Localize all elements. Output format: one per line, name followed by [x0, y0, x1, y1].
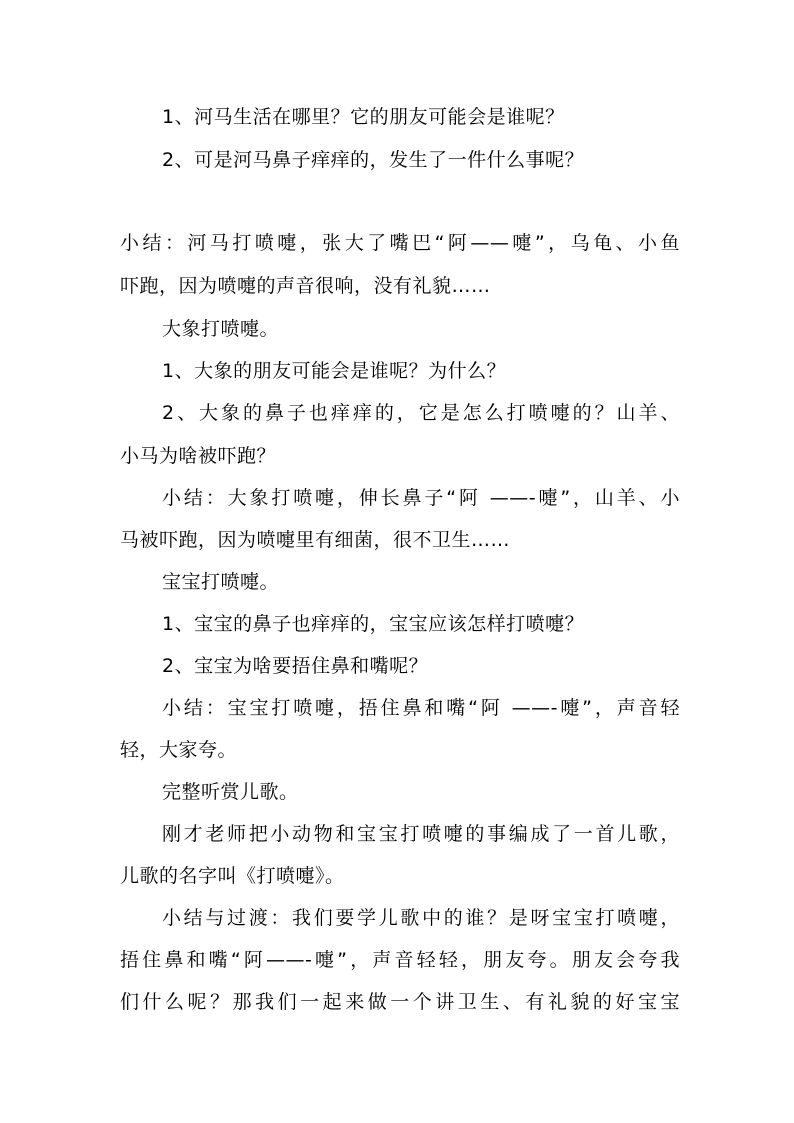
summary-line-3: 小结：大象打喷嚏，伸长鼻子“阿 ——-嚏”，山羊、小: [162, 487, 680, 509]
section-heading-elephant: 大象打喷嚏。: [162, 318, 280, 340]
summary-line-1: 小结：河马打喷嚏，张大了嘴巴“阿——嚏”，乌龟、小鱼: [120, 232, 680, 254]
question-line-4: 2、大象的鼻子也痒痒的，它是怎么打喷嚏的？山羊、: [162, 402, 680, 424]
section-heading-baby: 宝宝打喷嚏。: [162, 571, 280, 593]
summary-line-5: 小结：宝宝打喷嚏，捂住鼻和嘴“阿 ——-嚏”，声音轻: [162, 697, 680, 719]
section-heading-song: 完整听赏儿歌。: [162, 781, 299, 803]
transition-line-1: 小结与过渡：我们要学儿歌中的谁？是呀宝宝打喷嚏，: [162, 907, 680, 929]
summary-line-4: 马被吓跑，因为喷嚏里有细菌，很不卫生……: [120, 529, 511, 551]
question-line-4-cont: 小马为啥被吓跑？: [120, 445, 277, 467]
transition-line-2: 捂住鼻和嘴“阿——-嚏”，声音轻轻，朋友夸。朋友会夸我: [120, 949, 680, 971]
summary-line-2: 吓跑，因为喷嚏的声音很响，没有礼貌……: [120, 275, 491, 297]
question-line-3: 1、大象的朋友可能会是谁呢？为什么？: [162, 360, 507, 382]
summary-line-6: 轻，大家夸。: [120, 739, 238, 761]
question-line-5: 1、宝宝的鼻子也痒痒的，宝宝应该怎样打喷嚏？: [162, 613, 585, 635]
transition-line-3: 们什么呢？那我们一起来做一个讲卫生、有礼貌的好宝宝: [120, 991, 680, 1013]
question-line-2: 2、可是河马鼻子痒痒的，发生了一件什么事呢？: [162, 149, 585, 171]
question-line-6: 2、宝宝为啥要捂住鼻和嘴呢？: [162, 655, 429, 677]
question-line-1: 1、河马生活在哪里？它的朋友可能会是谁呢？: [162, 106, 565, 128]
paragraph-line-1: 刚才老师把小动物和宝宝打喷嚏的事编成了一首儿歌，: [162, 823, 680, 845]
paragraph-line-2: 儿歌的名字叫《打喷嚏》。: [120, 865, 345, 887]
